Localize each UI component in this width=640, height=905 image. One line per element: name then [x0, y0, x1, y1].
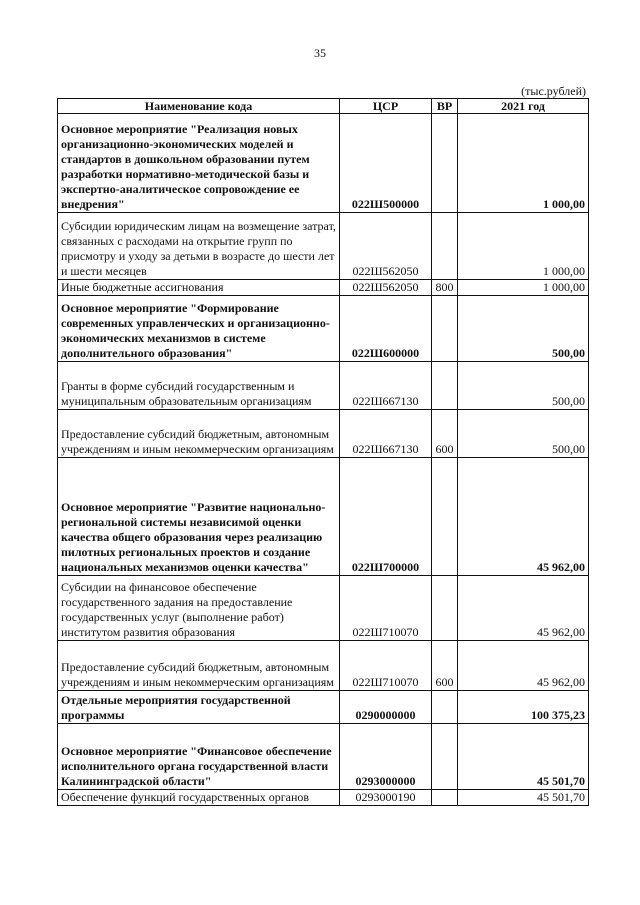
header-year: 2021 год	[458, 99, 589, 114]
table-row	[58, 114, 589, 213]
row-name: Основное мероприятие "Финансовое обеспечение исполнительного органа государственной власти Калининградской области"	[58, 724, 340, 790]
row-amount: 1 000,00	[458, 280, 589, 296]
row-name: Иные бюджетные ассигнования	[58, 280, 340, 296]
row-name: Предоставление субсидий бюджетным, автономным учреждениям и иным некоммерческим организациям	[58, 641, 340, 691]
row-name: Гранты в форме субсидий государственным и муниципальным образовательным организациям	[58, 362, 340, 410]
row-vr	[432, 213, 458, 280]
header-name: Наименование кода	[58, 99, 340, 114]
table-row	[58, 280, 589, 296]
row-name: Предоставление субсидий бюджетным, автономным учреждениям и иным некоммерческим организациям	[58, 410, 340, 458]
header-vr: ВР	[432, 99, 458, 114]
table-header-row	[58, 99, 589, 114]
row-name: Отдельные мероприятия государственной программы	[58, 691, 340, 724]
table-row	[58, 724, 589, 790]
row-amount: 1 000,00	[458, 213, 589, 280]
row-csr: 022Ш500000	[340, 114, 432, 213]
row-vr	[432, 691, 458, 724]
row-name: Основное мероприятие "Формирование современных управленческих и организационно-экономических механизмов в системе дополнительного образования"	[58, 296, 340, 362]
table-row	[58, 641, 589, 691]
row-amount: 1 000,00	[458, 114, 589, 213]
table-row	[58, 213, 589, 280]
row-vr: 600	[432, 641, 458, 691]
row-vr	[432, 362, 458, 410]
row-amount: 45 962,00	[458, 641, 589, 691]
row-vr: 800	[432, 280, 458, 296]
row-vr	[432, 790, 458, 806]
row-amount: 45 962,00	[458, 458, 589, 576]
table-row	[58, 362, 589, 410]
row-csr: 0290000000	[340, 691, 432, 724]
row-amount: 100 375,23	[458, 691, 589, 724]
table-row	[58, 576, 589, 641]
table-row	[58, 296, 589, 362]
row-csr: 022Ш700000	[340, 458, 432, 576]
row-vr	[432, 724, 458, 790]
row-name: Основное мероприятие "Реализация новых организационно-экономических моделей и стандартов в дошкольном образовании путем разработки нормативно-методической базы и экспертно-аналитическое сопровождение ее внедрения"	[58, 114, 340, 213]
row-csr: 022Ш710070	[340, 576, 432, 641]
row-csr: 0293000000	[340, 724, 432, 790]
table-row	[58, 410, 589, 458]
row-amount: 500,00	[458, 362, 589, 410]
row-name: Обеспечение функций государственных органов	[58, 790, 340, 806]
units-label: (тыс.рублей)	[521, 84, 586, 98]
row-name: Субсидии на финансовое обеспечение государственного задания на предоставление государственных услуг (выполнение работ) институтом развития образования	[58, 576, 340, 641]
row-name: Основное мероприятие "Развитие национально-региональной системы независимой оценки качества общего образования через реализацию пилотных региональных проектов и создание национальных механизмов оценки качества"	[58, 458, 340, 576]
row-vr	[432, 114, 458, 213]
row-amount: 45 501,70	[458, 790, 589, 806]
row-csr: 022Ш667130	[340, 410, 432, 458]
row-vr	[432, 296, 458, 362]
row-amount: 500,00	[458, 410, 589, 458]
budget-table	[57, 98, 589, 806]
row-vr	[432, 458, 458, 576]
row-name: Субсидии юридическим лицам на возмещение затрат, связанных с расходами на открытие групп по присмотру и уходу за детьми в возрасте до шести лет и шести месяцев	[58, 213, 340, 280]
row-csr: 022Ш562050	[340, 280, 432, 296]
page-number: 35	[314, 46, 326, 60]
table-row	[58, 790, 589, 806]
table-row	[58, 691, 589, 724]
row-amount: 45 501,70	[458, 724, 589, 790]
row-vr	[432, 576, 458, 641]
row-csr: 022Ш667130	[340, 362, 432, 410]
row-vr: 600	[432, 410, 458, 458]
row-csr: 022Ш600000	[340, 296, 432, 362]
row-amount: 500,00	[458, 296, 589, 362]
row-amount: 45 962,00	[458, 576, 589, 641]
row-csr: 0293000190	[340, 790, 432, 806]
table-row	[58, 458, 589, 576]
row-csr: 022Ш562050	[340, 213, 432, 280]
header-csr: ЦСР	[340, 99, 432, 114]
row-csr: 022Ш710070	[340, 641, 432, 691]
